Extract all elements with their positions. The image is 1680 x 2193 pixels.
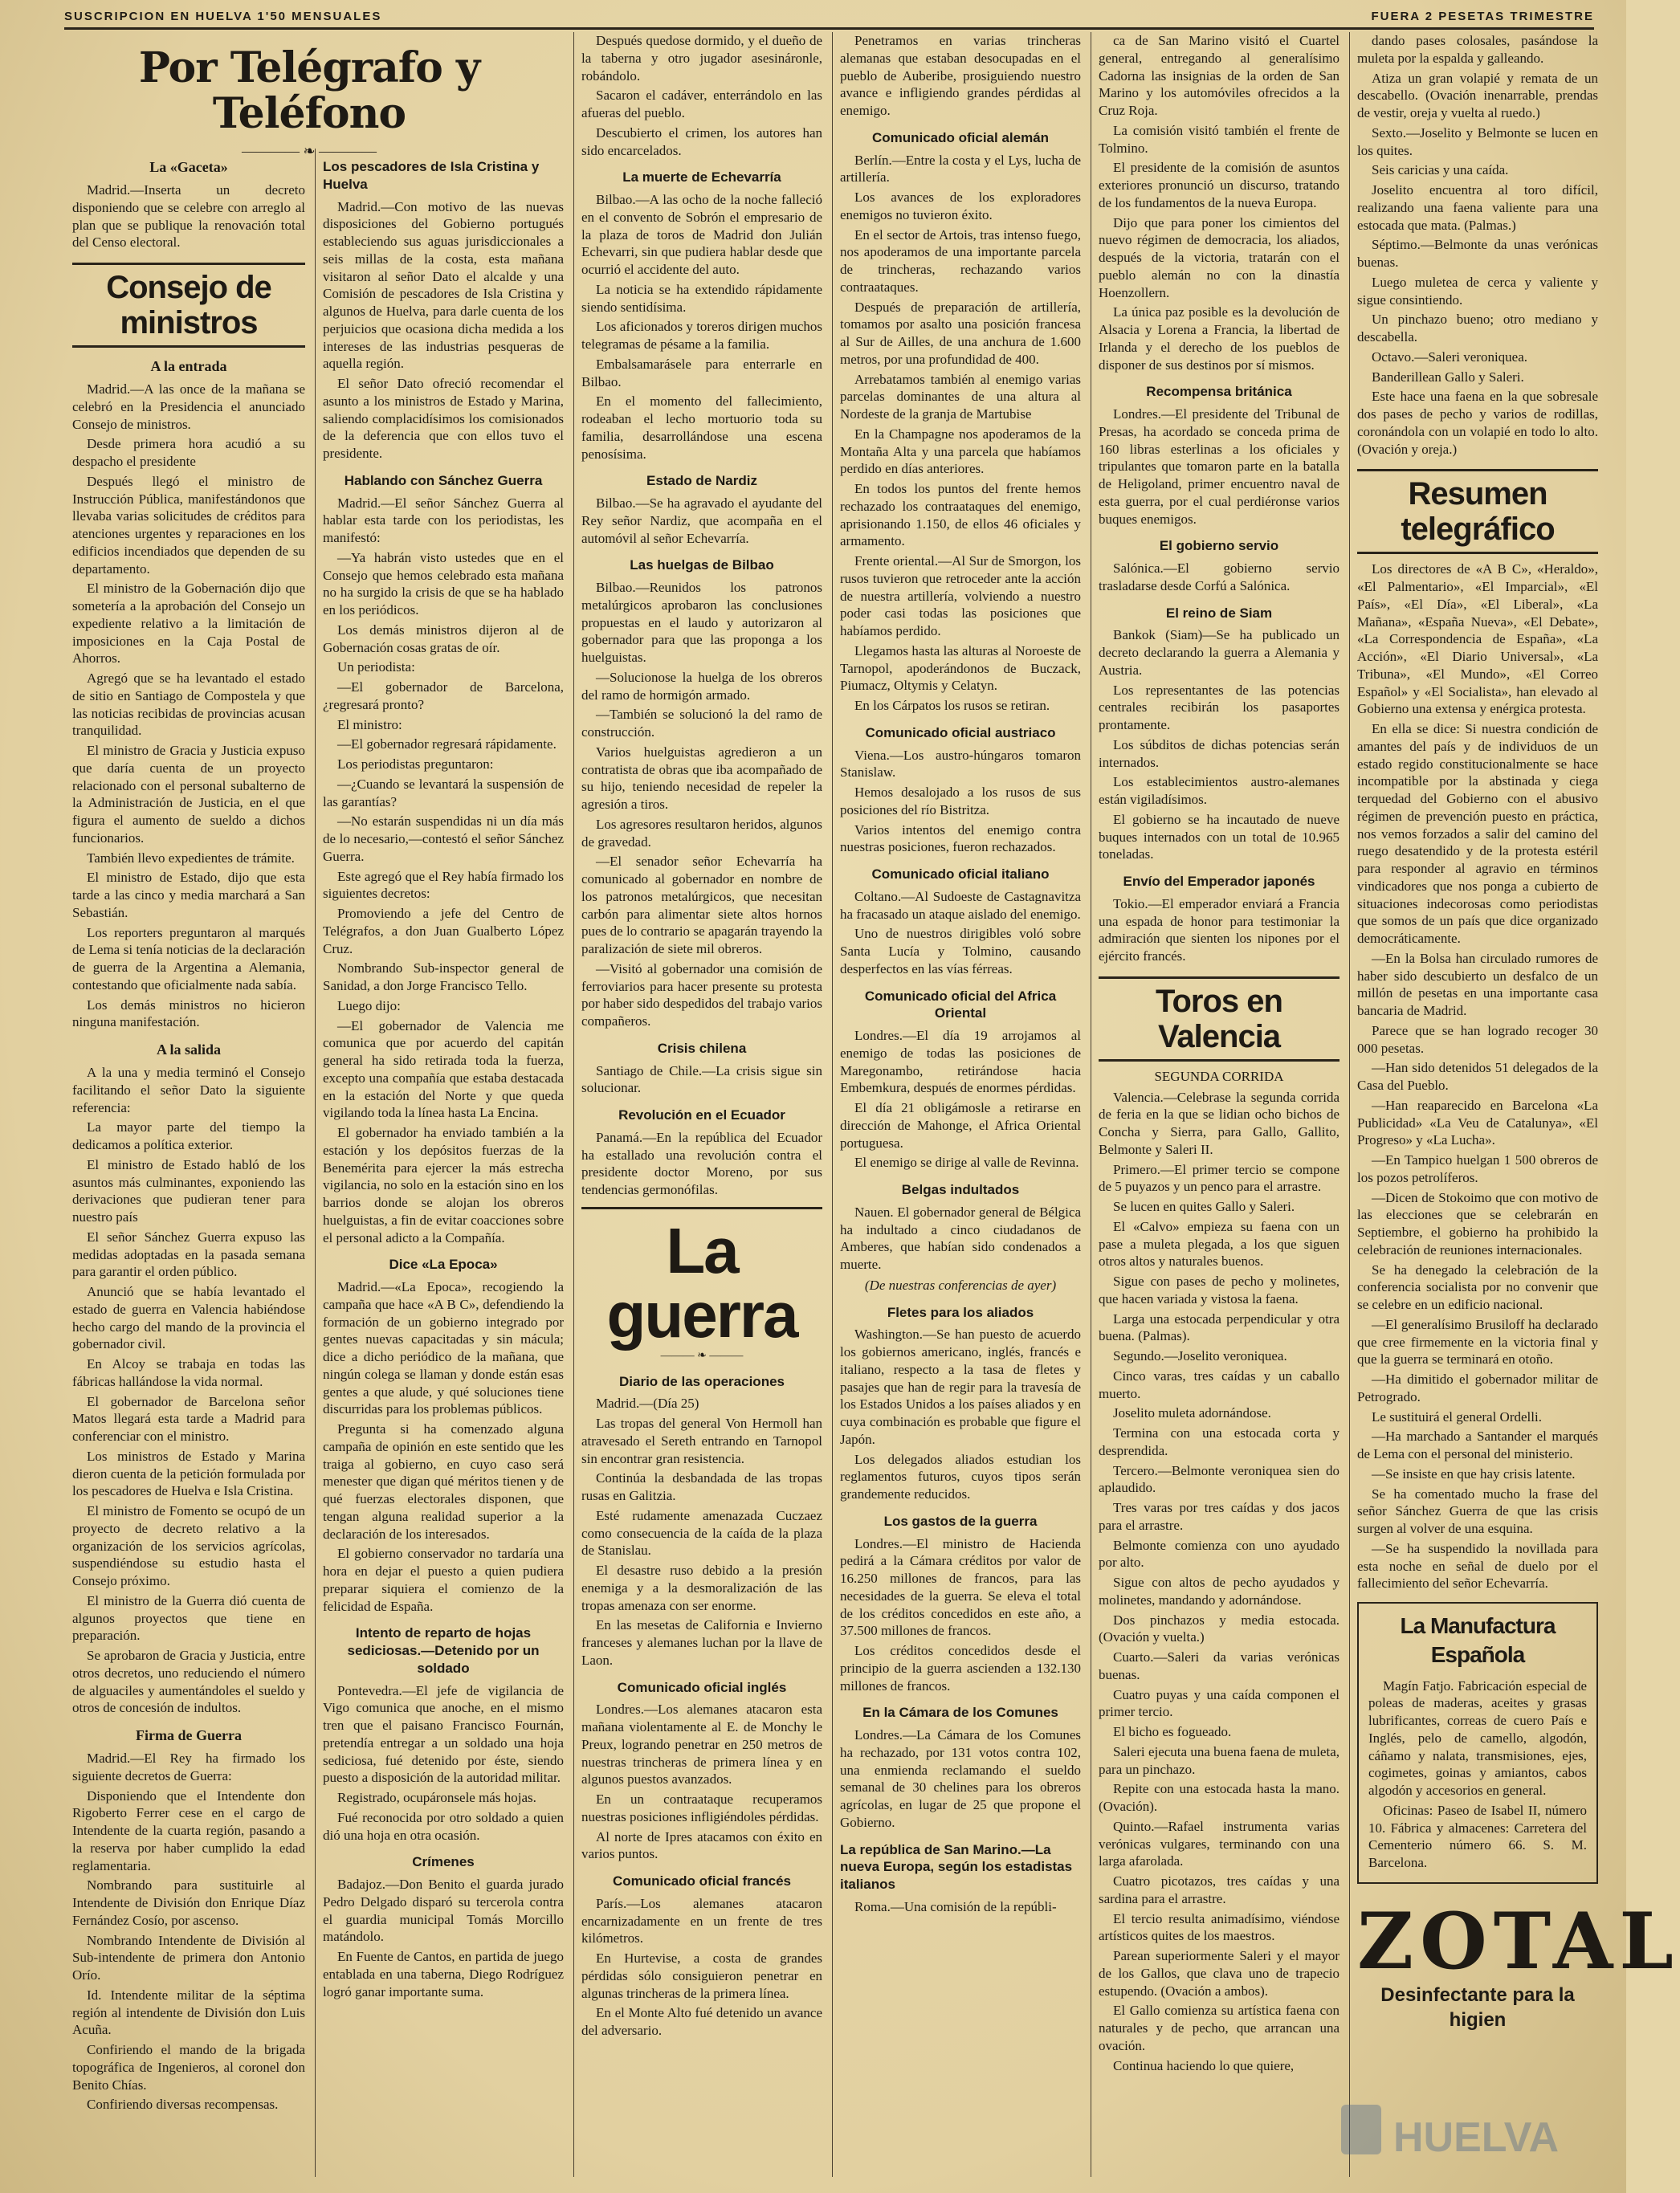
corrida-p: El bicho es fogueado. [1113, 1724, 1232, 1739]
firma-p: Nombrando Intendente de División al Sub-intendente de primera don Antonio Orío. [72, 1932, 305, 1983]
sanchez-p: Los periodistas preguntaron: [337, 756, 494, 772]
reparto-heading: Intento de reparto de hojas sediciosas.—Detenido por un soldado [347, 1625, 540, 1676]
sanchez-heading: Hablando con Sánchez Guerra [344, 472, 543, 488]
salida-p: A la una y media terminó el Consejo facilitando el señor Dato la siguiente referencia: [72, 1065, 305, 1115]
echevarria-p: Los aficionados y toreros dirigen muchos telegramas de pésame a la familia. [581, 319, 822, 352]
salida-p: El ministro de la Guerra dió cuenta de algunos proyectos que tiene en preparación. [72, 1592, 305, 1644]
servio-heading: El gobierno servio [1159, 538, 1279, 554]
crimenes-p: Badajoz.—Don Benito el guarda jurado Pedro Delgado disparó su tercerola contra el guardia municipal Tomás Morcillo matándolo. [323, 1877, 564, 1945]
britanica-heading: Recompensa británica [1146, 384, 1292, 400]
entrada-p: Los demás ministros no hicieron ninguna manifestación. [72, 997, 305, 1030]
diario-p: Esté rudamente amenazada Cuczaez como consecuencia de la caída de la plaza de Stanislau. [581, 1507, 822, 1559]
japones-heading: Envío del Emperador japonés [1123, 874, 1315, 889]
sanchez-p: El ministro: [337, 716, 402, 732]
austriaco-heading: Comunicado oficial austriaco [865, 724, 1056, 740]
siam-p: Los súbditos de dichas potencias serán internados. [1099, 736, 1340, 770]
africa-p: El enemigo se dirige al valle de Revinna. [854, 1155, 1079, 1171]
intro-p: Sexto.—Joselito y Belmonte se lucen en los quites. [1357, 124, 1598, 158]
sanchez-p: —El gobernador de Barcelona, ¿regresará pronto? [323, 679, 564, 712]
resumen-p: Le sustituirá el general Ordelli. [1372, 1408, 1542, 1425]
toros-heading: Toros en Valencia [1099, 976, 1340, 1062]
echevarria-p: En el momento del fallecimiento, rodeaban el lecho mortuorio toda su familia, desarrollándose una escena penosísima. [581, 393, 822, 462]
echevarria-heading: La muerte de Echevarría [622, 169, 781, 185]
column-rule [315, 149, 316, 2177]
archive-stamp-icon [1337, 2081, 1570, 2169]
sanchez-p: Nombrando Sub-inspector general de Sanidad, a don Jorge Francisco Tello. [323, 960, 564, 993]
intro-p: Este hace una faena en la que sobresale dos pases de pecho y varios de rodillas, coronándola con un volapié en todo lo alto. (Ovación y oreja.) [1357, 389, 1598, 457]
corrida-p: Primero.—El primer tercio se compone de 5 puyazos y un penco para el arrastre. [1099, 1161, 1340, 1195]
intro-p: La comisión visitó también el frente de Tolmino. [1099, 122, 1340, 156]
diario-heading: Diario de las operaciones [619, 1373, 785, 1389]
italiano-p: Uno de nuestros dirigibles voló sobre Santa Lucía y Tolmino, causando desperfectos en las vías férreas. [840, 926, 1081, 976]
huelgas-p: Varios huelguistas agredieron a un contratista de obras que iba acompañado de su hijo, teniendo necesidad de repeler la agresión a tiros. [581, 744, 822, 812]
servio-p: Salónica.—El gobierno servio trasladarse desde Corfú a Salónica. [1099, 560, 1340, 593]
huelgas-p: —También se solucionó la del ramo de construcción. [581, 707, 822, 740]
intro-p: Descubierto el crimen, los autores han sido encarcelados. [581, 124, 822, 158]
intro-p: Octavo.—Saleri veroniquea. [1372, 349, 1528, 365]
ecuador-heading: Revolución en el Ecuador [618, 1107, 785, 1123]
intro-p: Dijo que para poner los cimientos del nuevo régimen de democracia, los aliados, después de la victoria, tratarán con el pueblo alemán no con la dinastía Hoenzollern. [1099, 214, 1340, 300]
pescadores-heading: Los pescadores de Isla Cristina y Huelva [323, 159, 540, 192]
resumen-p: Se ha denegado la celebración de la conferencia socialista por no convenir que se celebre en un edificio nacional. [1357, 1262, 1598, 1312]
corrida-p: Sigue con pases de pecho y molinetes, que hacen variada y vistosa la faena. [1099, 1274, 1340, 1306]
ingles-p: Al norte de Ipres atacamos con éxito en varios puntos. [581, 1828, 822, 1862]
salida-p: La mayor parte del tiempo la dedicamos a política exterior. [72, 1119, 305, 1153]
siam-p: Los establecimientos austro-alemanes están vigiladísimos. [1099, 774, 1340, 807]
africa-heading: Comunicado oficial del Africa Oriental [864, 988, 1057, 1021]
marino-heading: La república de San Marino.—La nueva Europa, según los estadistas italianos [840, 1841, 1073, 1892]
ecuador-p: Panamá.—En la república del Ecuador ha estallado una revolución contra el presidente doctor Moreno, por sus tendencias germonófilas. [581, 1129, 822, 1197]
diario-p: El desastre ruso debido a la presión enemiga y a la desmoralización de las tropas amenaza con ser enorme. [581, 1563, 822, 1613]
masthead-area [72, 32, 546, 160]
manufactura-p: Magín Fatjo. Fabricación especial de poleas de maderas, aceites y grasas lubrificantes, correas de cuero País e Inglés, pelo de camello, algodón, cáñamo y nalata, transmisiones, ejes, cogimetes, goinas y amiantos, cabos algodón y accesorios en general. [1368, 1677, 1587, 1799]
intro-p: dando pases colosales, pasándose la muleta por la espalda y galleando. [1357, 33, 1598, 66]
corrida-p: Dos pinchazos y media estocada. (Ovación y vuelta.) [1099, 1612, 1340, 1645]
entrada-p: El ministro de la Gobernación dijo que sometería a la aprobación del Consejo un expediente relativo a la limitación de imposiciones en la Caja Postal de Ahorros. [72, 581, 305, 666]
resumen-p: Se ha comentado mucho la frase del señor Sánchez Guerra de que las crisis surgen al volver de una esquina. [1357, 1486, 1598, 1536]
intro-p: Séptimo.—Belmonte da unas verónicas buenas. [1357, 237, 1598, 270]
corrida-p: Cuatro picotazos, tres caídas y una sardina para el arrastre. [1099, 1873, 1340, 1906]
frances-heading: Comunicado oficial francés [613, 1873, 791, 1889]
salida-p: El ministro de Fomento se ocupó de un proyecto de decreto relativo a la organización de los servicios agrícolas, suspendiéndose su estudio hasta el Consejo próximo. [72, 1503, 305, 1589]
siam-p: Los representantes de las potencias centrales recibirán los pasaportes prontamente. [1099, 682, 1340, 732]
reparto-p: Registrado, ocupáronsele más hojas. [337, 1790, 536, 1805]
intro-p: Banderillean Gallo y Saleri. [1372, 369, 1524, 385]
intro-p: Atiza un gran volapié y remata de un descabello. (Ovación inenarrable, prendas de vestir, oreja y vuelta al ruedo.) [1357, 70, 1598, 120]
marino-p: Roma.—Una comisión de la repúbli- [854, 1898, 1057, 1914]
chile-p: Santiago de Chile.—La crisis sigue sin solucionar. [581, 1062, 822, 1096]
consejo-heading: Consejo de ministros [72, 263, 305, 348]
corrida-p: Se lucen en quites Gallo y Saleri. [1113, 1199, 1295, 1214]
austriaco-p: Hemos desalojado a los rusos de sus posiciones del río Bistritza. [840, 785, 1081, 817]
huelgas-p: —Solucionose la huelga de los obreros del ramo de hormigón armado. [581, 669, 822, 703]
epoca-p: Madrid.—«La Epoca», recogiendo la campaña que hace «A B C», defendiendo la formación de un gobierno integrado por gentes nuevas capacitadas y sin mácula; dice a dicho periódico de la mañana, que ningún colega se llaman y donde están esas gentes a que alude, y qué soluciones tiene discurridas para los problemas públicos. [323, 1279, 564, 1417]
frances-p: En el Monte Alto fué detenido un avance del adversario. [581, 2005, 822, 2039]
fletes-p: Los delegados aliados estudian los reglamentos futuros, cuyos tipos serán grandemente reducidos. [840, 1451, 1081, 1502]
corrida-p: Quinto.—Rafael instrumenta varias verónicas vulgares, terminando con una larga afarolada. [1099, 1818, 1340, 1869]
ingles-heading: Comunicado oficial inglés [617, 1679, 787, 1695]
masthead-ornament: ———— ❧ ———— [241, 143, 377, 160]
intro-p: Joselito encuentra al toro difícil, realizando una faena valiente para una estocada que mata. (Palmas.) [1357, 182, 1598, 233]
column-rule [832, 32, 833, 2177]
salida-p: Los ministros de Estado y Marina dieron cuenta de la petición formulada por los pescadores de Huelva e Isla Cristina. [72, 1448, 305, 1499]
entrada-p: Agregó que se ha levantado el estado de sitio en Santiago de Compostela y que las noticias recibidas de provincias acusan tranquilidad. [72, 671, 305, 739]
column-rule [1349, 32, 1350, 2177]
aleman-p: Frente oriental.—Al Sur de Smorgon, los rusos tuvieron que retroceder ante la acción de nuestra artillería, volviendo a nuestro poder casi todas las posiciones que habíamos perdido. [840, 553, 1081, 638]
epoca-p: El gobierno conservador no tardaría una hora en dejar el puesto a quien pudiera preparar siquiera el comienzo de la felicidad de España. [323, 1546, 564, 1614]
corrida-p: Belmonte comienza con uno ayudado por alto. [1099, 1537, 1340, 1571]
intro-p: Un pinchazo bueno; otro mediano y descabella. [1357, 312, 1598, 344]
crimenes-p: En Fuente de Cantos, en partida de juego entablada en una taberna, Diego Rodríguez logró ganar importante suma. [323, 1949, 564, 1999]
sanchez-p: —El gobernador regresará rápidamente. [337, 736, 557, 752]
resumen-p: —Han reaparecido en Barcelona «La Publicidad» «La Veu de Catalunya», «El Progreso» y «La Lucha». [1357, 1097, 1598, 1148]
ingles-p: En un contraataque recuperamos nuestras posiciones infligiéndoles pérdidas. [581, 1791, 822, 1824]
entrada-heading: A la entrada [150, 358, 227, 375]
siam-p: El gobierno se ha incautado de nueve buques internados con un total de 10.965 toneladas. [1099, 811, 1340, 862]
aleman-p: En la Champagne nos apoderamos de la Montaña Alta y una parcela que habíamos perdido en días anteriores. [840, 426, 1081, 477]
austriaco-p: Varios intentos del enemigo contra nuestras posiciones, fueron rechazados. [840, 821, 1081, 855]
header-right: FUERA 2 PESETAS TRIMESTRE [1371, 10, 1594, 23]
gaceta-text: Madrid.—Inserta un decreto disponiendo que se celebre con arreglo al plan que se publique la renovación total del Censo electoral. [72, 182, 305, 251]
resumen-p: —Ha marchado a Santander el marqués de Lema con el personal del ministerio. [1357, 1429, 1598, 1461]
resumen-p: —Se ha suspendido la novillada para esta noche en señal de duelo por el fallecimiento del señor Echevarría. [1357, 1540, 1598, 1592]
column-rule [573, 32, 574, 2177]
resumen-p: En ella se dice: Si nuestra condición de amantes del país y de individuos de un estado regido constitucionalmente se hace incompatible por la abstinada y ciega terquedad del Gobierno con el abusivo régimen de prevención puesto en práctica, nos vemos forzados a salir del camino del ruego desatendido y de la protesta estéril para responder al agravio en términos vindicadores que nos ponga a cubierto de situaciones indecorosas como periodistas que somos de un país que dice organizado democráticamente. [1357, 721, 1598, 946]
intro-p: Seis caricias y una caída. [1372, 162, 1509, 178]
reparto-p: Fué reconocida por otro soldado a quien dió una hoja en otra ocasión. [323, 1809, 564, 1843]
belgas-heading: Belgas indultados [901, 1182, 1020, 1197]
gastos-heading: Los gastos de la guerra [883, 1513, 1038, 1529]
huelgas-heading: Las huelgas de Bilbao [630, 557, 774, 573]
zotal-ad-title: ZOTAL [1357, 1895, 1680, 1987]
diario-p: Las tropas del general Von Hermoll han atravesado el Sereth entrando en Tarnopol sin encontrar gran resistencia. [581, 1416, 822, 1466]
huelgas-p: Los agresores resultaron heridos, algunos de gravedad. [581, 816, 822, 850]
britanica-p: Londres.—El presidente del Tribunal de Presas, ha acordado se conceda prima de 160 libras esterlinas a los oficiales y tripulantes que tomaron parte en la batalla de Heligoland, primer encuentro naval de esta guerra, por el cual perdiéronse varios buques enemigos. [1099, 406, 1340, 527]
africa-p: El día 21 obligámosle a retirarse en dirección de Mahonge, el Africa Oriental portuguesa. [840, 1100, 1081, 1151]
corrida-p: Tercero.—Belmonte veroniquea sien do aplaudido. [1099, 1462, 1340, 1496]
nardiz-heading: Estado de Nardiz [646, 473, 757, 489]
echevarria-p: Embalsamarásele para enterrarle en Bilbao. [581, 356, 822, 389]
corrida-p: Joselito muleta adornándose. [1113, 1405, 1271, 1421]
italiano-heading: Comunicado oficial italiano [871, 866, 1050, 882]
echevarria-p: La noticia se ha extendido rápidamente siendo sentidísima. [581, 281, 822, 315]
corrida-p: Continua haciendo lo que quiere, [1113, 2057, 1295, 2073]
crimenes-heading: Crímenes [412, 1854, 475, 1870]
sanchez-p: Madrid.—El señor Sánchez Guerra al hablar esta tarde con los periodistas, les manifestó: [323, 495, 564, 545]
header-left: SUSCRIPCION EN HUELVA 1'50 MENSUALES [64, 10, 382, 23]
fletes-heading: Fletes para los aliados [887, 1304, 1034, 1320]
huelgas-p: —El senador señor Echevarría ha comunicado al gobernador en nombre de los patronos metalúrgicos, que necesitan carbón para alimentar siete altos hornos pues de lo contrario se apagarán trayendo la paralización de siete mil obreros. [581, 854, 822, 956]
manufactura-p: Oficinas: Paseo de Isabel II, número 10. Fábrica y almacenes: Carretera del Cementerio número 66. S. M. Barcelona. [1368, 1802, 1587, 1871]
corrida-p: Repite con una estocada hasta la mano. (Ovación). [1099, 1781, 1340, 1814]
corrida-p: Tres varas por tres caídas y dos jacos para el arrastre. [1099, 1500, 1340, 1533]
masthead: Por Telégrafo y Teléfono [138, 43, 480, 139]
sanchez-p: Los demás ministros dijeron al de Gobernación cosas gratas de oír. [323, 622, 564, 655]
aleman-p: Arrebatamos también al enemigo varias parcelas dominantes de una altura al Nordeste de la granja de Martubise [840, 371, 1081, 422]
epoca-heading: Dice «La Epoca» [389, 1257, 498, 1273]
intro-p: ca de San Marino visitó el Cuartel general, entregando al generalísimo Cadorna las insignias de la orden de San Marino y los automóviles ofrecidos a la Cruz Roja. [1099, 33, 1340, 118]
manufactura-ad [1357, 1602, 1598, 1884]
huelgas-p: —Visitó al gobernador una comisión de ferroviarios para hacer presente su protesta por haber sido despedidos del trabajo varios compañeros. [581, 960, 822, 1029]
diario-p: En las mesetas de California e Invierno franceses y alemanes luchan por la llave de Laon. [581, 1617, 822, 1668]
aleman-p: En el sector de Artois, tras intenso fuego, nos apoderamos de una importante parcela de trincheras, rechazando varios contraataques. [840, 226, 1081, 295]
gastos-p: Londres.—El ministro de Hacienda pedirá a la Cámara créditos por valor de 16.250 millones de francos, para las necesidades de la guerra. Se eleva el total de los créditos concedidos en este año, a 37.500 millones de francos. [840, 1535, 1081, 1639]
column-3 [581, 32, 822, 2177]
column-4 [840, 32, 1081, 2177]
entrada-p: Después llegó el ministro de Instrucción Pública, manifestándonos que llevaba varias solicitudes de créditos para atenciones urgentes y reparaciones en los edificios incendiados que dependen de su departamento. [72, 473, 305, 577]
corrida-p: Termina con una estocada corta y desprendida. [1099, 1425, 1340, 1458]
sanchez-p: Un periodista: [337, 659, 415, 675]
firma-p: Confiriendo el mando de la brigada topográfica de Ingenieros, al coronel don Benito Chías. [72, 2042, 305, 2093]
firma-heading: Firma de Guerra [136, 1727, 242, 1744]
resumen-p: —Se insiste en que hay crisis latente. [1372, 1465, 1576, 1482]
corrida-p: Larga una estocada perpendicular y otra buena. (Palmas). [1099, 1311, 1340, 1344]
corrida-p: El tercio resulta animadísimo, viéndose artísticos quites de los maestros. [1099, 1910, 1340, 1944]
corrida-p: Parean superiormente Saleri y el mayor de los Gallos, que clava uno de trapecio estupendo. (Ovación a ambos). [1099, 1948, 1340, 1999]
column-5 [1099, 32, 1340, 2177]
salida-p: Se aprobaron de Gracia y Justicia, entre otros decretos, uno reduciendo el número de alguaciles y aumentándoles el sueldo y otros de concesión de indultos. [72, 1648, 305, 1716]
salida-heading: A la salida [156, 1041, 222, 1058]
resumen-p: Los directores de «A B C», «Heraldo», «El Palmentario», «El Imparcial», «El País», «El Día», «El Liberal», «La Mañana», «España Nueva», «El Debate», «La Correspondencia de España», «La Acción», «El Diario Universal», «La Tribuna», «El Mundo», «El Correo Español» y «El Socialista», han elevado al Gobierno una extensa y enérgica protesta. [1357, 561, 1598, 717]
corrida-p: Sigue con altos de pecho ayudados y molinetes, mandando y adornándose. [1099, 1575, 1340, 1608]
aleman-heading: Comunicado oficial alemán [871, 129, 1050, 145]
entrada-p: Desde primera hora acudió a su despacho el presidente [72, 436, 305, 470]
aleman-p: En los Cárpatos los rusos se retiran. [854, 698, 1050, 713]
firma-p: Disponiendo que el Intendente don Rigoberto Ferrer cese en el cargo de Intendente de la cuarta región, pasando a la reserva por haber cumplido la edad reglamentaria. [72, 1787, 305, 1873]
resumen-heading: Resumen telegráfico [1357, 469, 1598, 554]
entrada-p: También llevo expedientes de trámite. [87, 850, 295, 866]
diario-p: Madrid.—(Día 25) [596, 1396, 699, 1412]
corrida-p: Cuarto.—Saleri da varias verónicas buenas. [1099, 1649, 1340, 1682]
column-2 [323, 149, 564, 2177]
austriaco-p: Viena.—Los austro-húngaros tomaron Stanislaw. [840, 747, 1081, 781]
corrida-p: Cinco varas, tres caídas y un caballo muerto. [1099, 1368, 1340, 1401]
header-bar [64, 6, 1594, 30]
aleman-p: Los avances de los exploradores enemigos no tuvieron éxito. [840, 190, 1081, 222]
corrida-p: El «Calvo» empieza su faena con un pase a muleta plegada, a los que siguen otros altos y naturales buenos. [1099, 1218, 1340, 1270]
intro-p: Penetramos en varias trincheras alemanas que estaban desocupadas en el pueblo de Auberibe, prosiguiendo nuestro avance e infligiendo grandes pérdidas al enemigo. [840, 33, 1081, 118]
firma-p: Madrid.—El Rey ha firmado los siguiente decretos de Guerra: [72, 1751, 305, 1783]
resumen-p: —Dicen de Stokoimo que con motivo de las elecciones que se celebrarán en Septiembre, el gobierno ha prohibido la celebración de reuniones internacionales. [1357, 1189, 1598, 1258]
aleman-p: Llegamos hasta las alturas al Noroeste de Tarnopol, apoderándonos de Buczack, Piumacz, Oltymis y Celatyn. [840, 642, 1081, 694]
salida-p: El señor Sánchez Guerra expuso las medidas adoptadas en la pasada semana para garantir el orden público. [72, 1229, 305, 1280]
sanchez-p: Luego dijo: [337, 997, 401, 1013]
nardiz-p: Bilbao.—Se ha agravado el ayudante del Rey señor Nardiz, que acompaña en el automóvil al señor Echevarría. [581, 495, 822, 546]
gastos-p: Los créditos concedidos desde el principio de la guerra ascienden a 132.130 millones de francos. [840, 1643, 1081, 1694]
japones-p: Tokio.—El emperador enviará a Francia una espada de honor para testimoniar la admiración que sienten los nipones por el ejército francés. [1099, 895, 1340, 964]
manufactura-heading: La Manufactura Española [1400, 1613, 1556, 1667]
siam-heading: El reino de Siam [1165, 605, 1273, 621]
corrida-heading: SEGUNDA CORRIDA [1154, 1068, 1284, 1084]
ingles-p: Londres.—Los alemanes atacaron esta mañana violentamente al E. de Monchy le Preux, logrando penetrar en 250 metros de nuestras trincheras de primera línea y en algunos puestos avanzados. [581, 1702, 822, 1787]
corrida-p: Cuatro puyas y una caída componen el primer tercio. [1099, 1686, 1340, 1720]
salida-p: El ministro de Estado habló de los asuntos más culminantes, exponiendo las derivaciones que pudieran tener para nuestro país [72, 1156, 305, 1225]
corrida-p: Saleri ejecuta una buena faena de muleta, para un pinchazo. [1099, 1743, 1340, 1777]
fletes-p: Washington.—Se han puesto de acuerdo los gobiernos americano, inglés, francés e italiano, respecto a la tasa de fletes y pasajes que han de regir para la travesía de los Estados Unidos a los países aliados y en cuya combinación es probable que figure el Japón. [840, 1327, 1081, 1447]
sanchez-p: El gobernador ha enviado también a la estación y los depósitos fuerzas de la Benemérita para ejercer la más estrecha vigilancia, no solo en la estación sino en los barrios donde se alojan los obreros huelguistas, a fin de evitar coacciones sobre el personal adicto a la Compañía. [323, 1125, 564, 1245]
resumen-p: —En Tampico huelgan 1 500 obreros de los pozos petrolíferos. [1357, 1152, 1598, 1185]
entrada-p: El ministro de Gracia y Justicia expuso que daría cuenta de un proyecto relacionado con el personal subalterno de la Administración de Justicia, en el que figura el aumento de sueldo a dichos funcionarios. [72, 743, 305, 846]
aleman-p: En todos los puntos del frente hemos rechazado los contraataques del enemigo, aprisionando 1.150, de ellos 46 oficiales y armamento. [840, 481, 1081, 549]
conferencias-note: (De nuestras conferencias de ayer) [864, 1277, 1057, 1293]
intro-p: El presidente de la comisión de asuntos exteriores pronunció un discurso, tratando de los fundamentos de la nueva Europa. [1099, 160, 1340, 210]
corrida-p: Valencia.—Celebrase la segunda corrida de feria en la que se lidian ocho bichos de Concha y Sierra, para Gallo, Gallito, Belmonte y Saleri II. [1099, 1089, 1340, 1157]
frances-p: París.—Los alemanes atacaron encarnizadamente en un frente de tres kilómetros. [581, 1895, 822, 1946]
sanchez-p: —El gobernador de Valencia me comunica que por acuerdo del capitán general ha sido retirada toda la fuerza, excepto una compañía que estaba destacada en la estación del Norte y que queda vigilando toda la línea hasta La Encina. [323, 1017, 564, 1121]
resumen-p: —En la Bolsa han circulado rumores de haber sido descubierto un desfalco de un millón de pesetas en una importante casa bancaria de Madrid. [1357, 950, 1598, 1018]
corrida-p: Segundo.—Joselito veroniquea. [1113, 1348, 1287, 1363]
huelgas-p: Bilbao.—Reunidos los patronos metalúrgicos aprobaron las conclusiones propuestas en el laudo y autorizaron al gobernador para que las proponga a los huelguistas. [581, 580, 822, 665]
sanchez-p: —No estarán suspendidas ni un día más de lo necesario,—contestó el señor Sánchez Guerra. [323, 813, 564, 864]
echevarria-p: Bilbao.—A las ocho de la noche falleció en el convento de Sobrón el empresario de la plaza de toros de Madrid don Julián Echevarri, sin que pudiera hablar desde que ocurrió el accidente del auto. [581, 192, 822, 277]
gaceta-heading: La «Gaceta» [149, 159, 228, 175]
reparto-p: Pontevedra.—El jefe de vigilancia de Vigo comunica que anoche, en el mismo tren que el paisano Francisco Fournán, pretendía entregar a un soldado una hoja sediciosa, fué detenido por éste, siendo puesto a disposición de la autoridad militar. [323, 1682, 564, 1786]
stamp-text: HUELVA [1393, 2114, 1560, 2161]
entrada-p: El ministro de Estado, dijo que esta tarde a las cinco y media marchará a San Sebastián. [72, 870, 305, 920]
guerra-ornament: ——— ❧ ——— [660, 1349, 744, 1362]
intro-p: La única paz posible es la devolución de Alsacia y Lorena a Francia, la libertad de Irlanda y el derecho de los pueblos de disponer de sus destinos por sí mismos. [1099, 304, 1340, 373]
salida-p: En Alcoy se trabaja en todas las fábricas hallándose la vida normal. [72, 1356, 305, 1389]
sanchez-p: Promoviendo a jefe del Centro de Telégrafos, a don Juan Gualberto López Cruz. [323, 906, 564, 956]
guerra-heading: La guerra [581, 1207, 822, 1347]
resumen-p: —Ha dimitido el gobernador militar de Petrogrado. [1357, 1372, 1598, 1404]
africa-p: Londres.—El día 19 arrojamos al enemigo de todas las posiciones de Maregonambo, retirándose hacia Embemkura, después de enormes pérdidas. [840, 1028, 1081, 1096]
comunes-heading: En la Cámara de los Comunes [862, 1705, 1058, 1721]
resumen-p: —El generalísimo Brusiloff ha declarado que cree firmemente en la victoria final y que la guerra se terminará en otoño. [1357, 1316, 1598, 1368]
corrida-p: El Gallo comienza su artística faena con naturales y de pecho, que arrancan una ovación. [1099, 2003, 1340, 2053]
sanchez-p: —¿Cuando se levantará la suspensión de las garantías? [323, 776, 564, 809]
resumen-p: —Han sido detenidos 51 delegados de la Casa del Pueblo. [1357, 1060, 1598, 1093]
entrada-p: Madrid.—A las once de la mañana se celebró en la Presidencia el anunciado Consejo de ministros. [72, 381, 305, 432]
italiano-p: Coltano.—Al Sudoeste de Castagnavitza ha fracasado un ataque aislado del enemigo. [840, 888, 1081, 922]
entrada-p: Los reporters preguntaron al marqués de Lema si tenía noticias de la declaración de guerra de la Argentina a Alemania, contestando que oficialmente nada sabía. [72, 924, 305, 993]
aleman-p: Después de preparación de artillería, tomamos por asalto una posición francesa al Sur de Ailles, de una anchura de 1.600 metros, por una profundidad de 400. [840, 299, 1081, 367]
firma-p: Id. Intendente militar de la séptima región al intendente de División don Luis Acuña. [72, 1987, 305, 2038]
diario-p: Continúa la desbandada de las tropas rusas en Galitzia. [581, 1470, 822, 1504]
pescadores-p: El señor Dato ofreció recomendar el asunto a los ministros de Estado y Marina, saliendo complacidísimos los comisionados de la deferencia que con ellos tuvo el presidente. [323, 376, 564, 461]
column-1 [72, 149, 305, 2177]
pescadores-p: Madrid.—Con motivo de las nuevas disposiciones del Gobierno portugués estableciendo sus aguas jurisdiccionales a seis millas de la costa, esta mañana visitaron al señor Dato el alcalde y una Comisión de pescadores de Isla Cristina y algunos de Huelva, para darle cuenta de los perjuicios que ocasiona dicha medida a los intereses de las industrias pesqueras de aquella región. [323, 198, 564, 372]
salida-p: Anunció que se había levantado el estado de guerra en Valencia habiéndose hecho cargo del mando de la provincia el gobernador civil. [72, 1284, 305, 1352]
belgas-p: Nauen. El gobernador general de Bélgica ha indultado a cinco ciudadanos de Amberes, que habían sido condenados a muerte. [840, 1204, 1081, 1272]
intro-p: Sacaron el cadáver, enterrándolo en las afueras del pueblo. [581, 88, 822, 120]
column-6 [1357, 32, 1680, 2177]
siam-p: Bankok (Siam)—Se ha publicado un decreto declarando la guerra a Alemania y Austria. [1099, 627, 1340, 678]
resumen-p: Parece que se han logrado recoger 30 000 pesetas. [1357, 1022, 1598, 1056]
aleman-p: Berlín.—Entre la costa y el Lys, lucha de artillería. [840, 152, 1081, 185]
sanchez-p: —Ya habrán visto ustedes que en el Consejo que hemos celebrado esta mañana no ha surgido la crisis de que se ha hablado en los periódicos. [323, 549, 564, 618]
intro-p: Después quedose dormido, y el dueño de la taberna y otro jugador asesináronle, robándolo. [581, 33, 822, 84]
zotal-ad-subtitle: Desinfectante para la higien [1380, 1983, 1575, 2031]
firma-p: Confiriendo diversas recompensas. [87, 2097, 279, 2113]
firma-p: Nombrando para sustituirle al Intendente de División don Enrique Díaz Fernández Cosío, por ascenso. [72, 1877, 305, 1928]
frances-p: En Hurtevise, a costa de grandes pérdidas sólo consiguieron penetrar en algunas trincheras de la primera línea. [581, 1950, 822, 2001]
intro-p: Luego muletea de cerca y valiente y sigue consintiendo. [1357, 274, 1598, 308]
salida-p: El gobernador de Barcelona señor Matos llegará esta tarde a Madrid para conferenciar con el ministro. [72, 1393, 305, 1445]
comunes-p: Londres.—La Cámara de los Comunes ha rechazado, por 131 votos contra 102, una enmienda reclamando el sueldo semanal de 30 chelines para los obreros agrícolas, en lugar de 25 que propone el Gobierno. [840, 1727, 1081, 1830]
epoca-p: Pregunta si ha comenzado alguna campaña de opinión en este sentido que les traiga al gobierno, en cuyo caso será menester que digan qué méritos tienen y de qué fuerzas electorales disponen, que tengan alguna realidad superior a la declaración de los interesados. [323, 1421, 564, 1542]
chile-heading: Crisis chilena [657, 1040, 747, 1056]
sanchez-p: Este agregó que el Rey había firmado los siguientes decretos: [323, 868, 564, 902]
